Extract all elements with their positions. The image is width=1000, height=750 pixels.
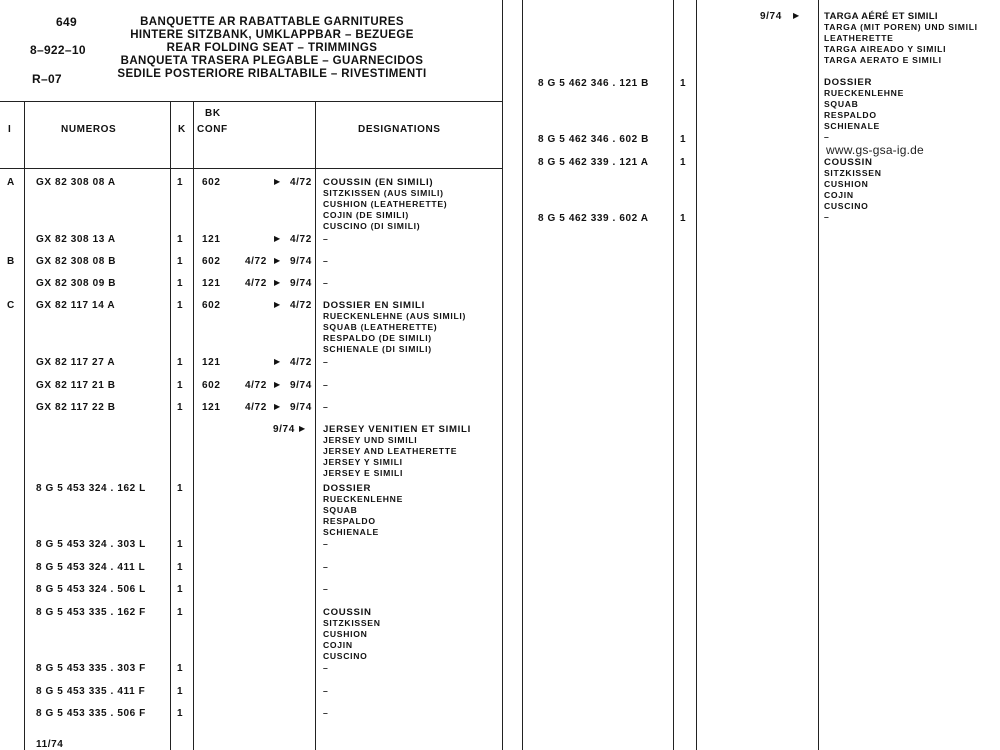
column-divider	[818, 0, 819, 750]
col-header-i: I	[8, 124, 12, 135]
designation-block	[323, 234, 328, 245]
arrow-right-icon: ▶	[274, 380, 281, 389]
col-header-bk: BK	[205, 108, 221, 119]
designation-line: –	[323, 663, 329, 673]
designation-heading: TARGA AÉRÉ ET SIMILI	[824, 11, 938, 22]
quantity: 1	[177, 300, 184, 311]
quantity: 1	[177, 256, 184, 267]
date-from: 4/72	[245, 278, 267, 289]
designation-line: –	[323, 278, 329, 288]
designation-line: SQUAB	[824, 99, 859, 109]
designation-block	[323, 483, 403, 538]
column-divider	[193, 101, 194, 750]
designation-line: RUECKENLEHNE (AUS SIMILI)	[323, 311, 467, 321]
part-number: 8 G 5 453 324 . 506 L	[36, 584, 146, 595]
designation-line: –	[824, 132, 830, 142]
quantity: 1	[680, 157, 687, 168]
quantity: 1	[177, 402, 184, 413]
date-from: 4/72	[245, 380, 267, 391]
conf-code: 602	[202, 300, 221, 311]
page-code: 649	[56, 15, 77, 29]
date-from: 4/72	[245, 256, 267, 267]
arrow-right-icon: ▶	[299, 424, 306, 433]
designation-line: SITZKISSEN	[824, 168, 882, 178]
designation-line: SQUAB	[323, 505, 358, 515]
quantity: 1	[177, 708, 184, 719]
header-rule	[0, 101, 502, 102]
arrow-right-icon: ▶	[274, 234, 281, 243]
date-from: 9/74	[273, 424, 295, 435]
column-divider	[24, 101, 25, 750]
date-to: 9/74	[290, 402, 312, 413]
designation-line: –	[323, 584, 329, 594]
designation-block	[323, 278, 328, 289]
title-line: BANQUETA TRASERA PLEGABLE – GUARNECIDOS	[120, 55, 424, 67]
arrow-right-icon: ▶	[274, 256, 281, 265]
designation-block	[323, 562, 328, 573]
designation-block	[323, 424, 471, 479]
date-from: 4/72	[245, 402, 267, 413]
row-ref: C	[7, 300, 15, 311]
designation-line: SCHIENALE (DI SIMILI)	[323, 344, 432, 354]
date-from: 9/74	[760, 11, 782, 22]
arrow-right-icon: ▶	[274, 278, 281, 287]
col-header-designations: DESIGNATIONS	[358, 124, 441, 135]
designation-line: JERSEY Y SIMILI	[323, 457, 403, 467]
conf-code: 602	[202, 177, 221, 188]
conf-code: 121	[202, 278, 221, 289]
conf-code: 121	[202, 357, 221, 368]
quantity: 1	[177, 380, 184, 391]
designation-heading: COUSSIN (EN SIMILI)	[323, 177, 434, 188]
designation-block	[323, 708, 328, 719]
quantity: 1	[680, 213, 687, 224]
designation-line: LEATHERETTE	[824, 33, 894, 43]
quantity: 1	[177, 357, 184, 368]
quantity: 1	[680, 78, 687, 89]
part-number: 8 G 5 453 324 . 411 L	[36, 562, 146, 573]
page-title	[107, 16, 437, 81]
designation-line: SCHIENALE	[824, 121, 880, 131]
title-line: BANQUETTE AR RABATTABLE GARNITURES	[140, 16, 404, 28]
designation-heading: DOSSIER	[323, 483, 372, 494]
designation-heading: DOSSIER EN SIMILI	[323, 300, 425, 311]
designation-line: SITZKISSEN	[323, 618, 381, 628]
designation-line: TARGA AERATO E SIMILI	[824, 55, 942, 65]
designation-line: CUSCINO	[824, 201, 869, 211]
column-divider	[673, 0, 674, 750]
part-number: GX 82 117 14 A	[36, 300, 116, 311]
conf-code: 121	[202, 234, 221, 245]
designation-block	[323, 686, 328, 697]
designation-line: COJIN	[824, 190, 854, 200]
quantity: 1	[177, 539, 184, 550]
designation-line: JERSEY UND SIMILI	[323, 435, 418, 445]
part-number: GX 82 308 08 B	[36, 256, 117, 267]
part-number: 8 G 5 453 335 . 506 F	[36, 708, 146, 719]
designation-line: SCHIENALE	[323, 527, 379, 537]
part-number: GX 82 308 13 A	[36, 234, 116, 245]
footer-date: 11/74	[36, 739, 64, 750]
designation-line: JERSEY AND LEATHERETTE	[323, 446, 458, 456]
designation-line: –	[323, 539, 329, 549]
designation-line: COJIN	[323, 640, 353, 650]
row-ref: A	[7, 177, 15, 188]
designation-block	[323, 607, 381, 662]
designation-line: RESPALDO	[824, 110, 877, 120]
designation-line: SITZKISSEN (AUS SIMILI)	[323, 188, 444, 198]
quantity: 1	[177, 177, 184, 188]
designation-line: –	[323, 708, 329, 718]
designation-line: TARGA AIREADO Y SIMILI	[824, 44, 947, 54]
quantity: 1	[177, 663, 184, 674]
title-line: HINTERE SITZBANK, UMKLAPPBAR – BEZUEGE	[130, 29, 414, 41]
designation-line: COJIN (DE SIMILI)	[323, 210, 409, 220]
title-line: SEDILE POSTERIORE RIBALTABILE – RIVESTIMENTI	[117, 68, 427, 80]
date-to: 9/74	[290, 256, 312, 267]
part-number: GX 82 308 08 A	[36, 177, 116, 188]
designation-line: RUECKENLEHNE	[824, 88, 905, 98]
date-to: 9/74	[290, 278, 312, 289]
title-line: REAR FOLDING SEAT – TRIMMINGS	[166, 42, 378, 54]
quantity: 1	[680, 134, 687, 145]
part-number: 8 G 5 462 339 . 121 A	[538, 157, 649, 168]
part-number: 8 G 5 462 346 . 602 B	[538, 134, 650, 145]
part-number: GX 82 308 09 B	[36, 278, 117, 289]
designation-line: CUSHION	[824, 179, 869, 189]
designation-line: TARGA (MIT POREN) UND SIMILI	[824, 22, 978, 32]
designation-block	[323, 300, 466, 355]
designation-line: CUSCINO	[323, 651, 368, 661]
part-number: 8 G 5 453 335 . 162 F	[36, 607, 146, 618]
designation-line: RESPALDO	[323, 516, 376, 526]
designation-line: SQUAB (LEATHERETTE)	[323, 322, 438, 332]
arrow-right-icon: ▶	[274, 300, 281, 309]
designation-block	[323, 256, 328, 267]
date-to: 4/72	[290, 234, 312, 245]
conf-code: 602	[202, 380, 221, 391]
designation-block	[323, 402, 328, 413]
arrow-right-icon: ▶	[793, 11, 800, 20]
designation-line: –	[323, 234, 329, 244]
designation-line: CUSHION (LEATHERETTE)	[323, 199, 448, 209]
part-number: 8 G 5 453 324 . 303 L	[36, 539, 146, 550]
designation-block	[323, 539, 328, 550]
part-number: 8 G 5 462 346 . 121 B	[538, 78, 650, 89]
designation-line: CUSHION	[323, 629, 368, 639]
col-header-numeros: NUMEROS	[61, 124, 117, 135]
column-divider	[696, 0, 697, 750]
designation-block	[323, 357, 328, 368]
designation-line: –	[323, 357, 329, 367]
designation-line: –	[323, 402, 329, 412]
designation-line: CUSCINO (DI SIMILI)	[323, 221, 421, 231]
col-header-k: K	[178, 124, 186, 135]
designation-heading: COUSSIN	[824, 157, 873, 168]
part-number: 8 G 5 453 335 . 303 F	[36, 663, 146, 674]
designation-block	[323, 380, 328, 391]
conf-code: 121	[202, 402, 221, 413]
column-divider	[315, 101, 316, 750]
quantity: 1	[177, 686, 184, 697]
part-number: GX 82 117 22 B	[36, 402, 116, 413]
date-to: 4/72	[290, 357, 312, 368]
date-to: 4/72	[290, 300, 312, 311]
arrow-right-icon: ▶	[274, 402, 281, 411]
website-watermark: www.gs-gsa-ig.de	[826, 143, 924, 157]
arrow-right-icon: ▶	[274, 177, 281, 186]
designation-heading: DOSSIER	[824, 77, 873, 88]
designation-block	[824, 77, 904, 143]
designation-line: –	[323, 380, 329, 390]
column-divider	[170, 101, 171, 750]
page-border-divider	[502, 0, 503, 750]
quantity: 1	[177, 483, 184, 494]
designation-block	[323, 177, 447, 232]
row-ref: B	[7, 256, 15, 267]
designation-line: –	[824, 212, 830, 222]
part-number: GX 82 117 21 B	[36, 380, 116, 391]
designation-heading: JERSEY VENITIEN ET SIMILI	[323, 424, 471, 435]
designation-line: JERSEY E SIMILI	[323, 468, 404, 478]
part-number: GX 82 117 27 A	[36, 357, 116, 368]
col-header-conf: CONF	[197, 124, 228, 135]
date-to: 4/72	[290, 177, 312, 188]
quantity: 1	[177, 607, 184, 618]
quantity: 1	[177, 278, 184, 289]
designation-block	[323, 663, 328, 674]
designation-heading: COUSSIN	[323, 607, 372, 618]
designation-block	[824, 157, 882, 223]
group-code: 8–922–10	[30, 43, 86, 57]
designation-block	[824, 11, 978, 66]
designation-block	[323, 584, 328, 595]
designation-line: RUECKENLEHNE	[323, 494, 404, 504]
conf-code: 602	[202, 256, 221, 267]
part-number: 8 G 5 462 339 . 602 A	[538, 213, 649, 224]
date-to: 9/74	[290, 380, 312, 391]
quantity: 1	[177, 234, 184, 245]
part-number: 8 G 5 453 335 . 411 F	[36, 686, 146, 697]
designation-line: –	[323, 256, 329, 266]
revision-code: R–07	[32, 72, 62, 86]
designation-line: –	[323, 686, 329, 696]
designation-line: –	[323, 562, 329, 572]
column-divider	[522, 0, 523, 750]
part-number: 8 G 5 453 324 . 162 L	[36, 483, 146, 494]
arrow-right-icon: ▶	[274, 357, 281, 366]
header-rule	[0, 168, 502, 169]
quantity: 1	[177, 584, 184, 595]
quantity: 1	[177, 562, 184, 573]
designation-line: RESPALDO (DE SIMILI)	[323, 333, 432, 343]
